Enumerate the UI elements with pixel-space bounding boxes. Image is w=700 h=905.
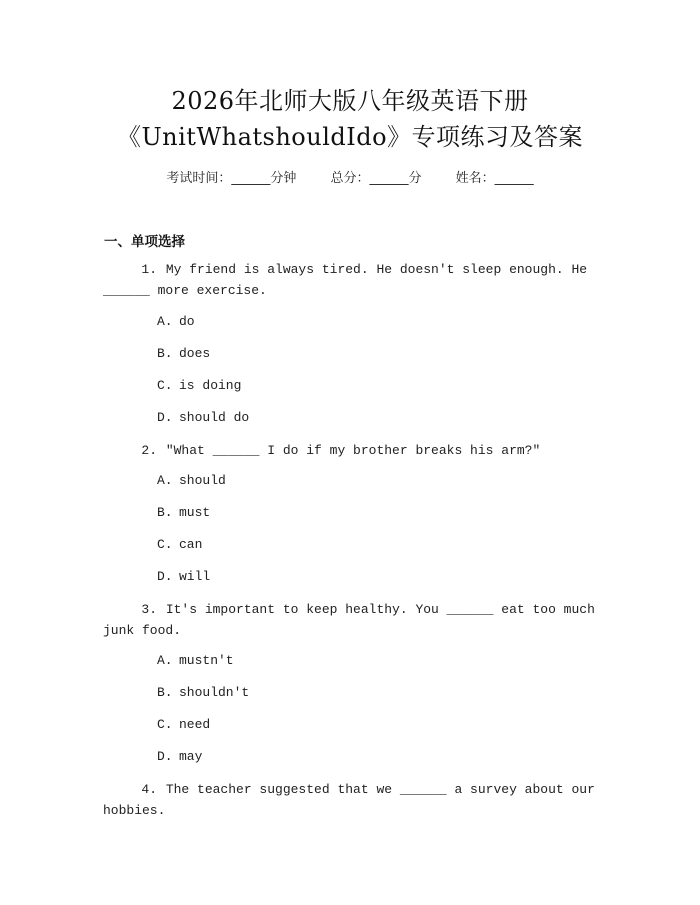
option-letter: C. xyxy=(157,537,173,552)
question-number: 1. xyxy=(141,262,157,277)
option-text: shouldn't xyxy=(179,685,250,700)
option-1d xyxy=(157,409,249,427)
option-text: should xyxy=(179,473,226,488)
option-text: may xyxy=(179,749,203,764)
option-letter: D. xyxy=(157,569,173,584)
total-score-label: 总分：______分 xyxy=(330,171,422,186)
question-1 xyxy=(103,259,603,301)
option-text: is doing xyxy=(179,378,242,393)
question-number: 3. xyxy=(141,602,157,617)
option-letter: D. xyxy=(157,410,173,425)
option-text: must xyxy=(179,505,211,520)
option-letter: B. xyxy=(157,505,173,520)
option-3b xyxy=(157,684,249,702)
question-2 xyxy=(103,440,603,461)
question-stem: The teacher suggested that we ______ a survey about our hobbies. xyxy=(103,782,595,818)
question-3 xyxy=(103,599,603,641)
option-letter: A. xyxy=(157,653,173,668)
question-stem: It's important to keep healthy. You ______ eat too much junk food. xyxy=(103,602,595,638)
option-1a xyxy=(157,313,195,331)
option-3a xyxy=(157,652,234,670)
option-text: will xyxy=(179,569,211,584)
option-letter: A. xyxy=(157,473,173,488)
question-stem: My friend is always tired. He doesn't sleep enough. He ______ more exercise. xyxy=(103,262,588,298)
option-3c xyxy=(157,716,210,734)
section-title: 一、单项选择 xyxy=(104,234,185,250)
option-letter: A. xyxy=(157,314,173,329)
option-2d xyxy=(157,568,210,586)
option-letter: C. xyxy=(157,378,173,393)
option-text: can xyxy=(179,537,203,552)
option-1b xyxy=(157,345,210,363)
exam-time-label: 考试时间：______分钟 xyxy=(166,171,297,186)
option-2a xyxy=(157,472,226,490)
option-letter: C. xyxy=(157,717,173,732)
question-number: 4. xyxy=(141,782,157,797)
option-text: should do xyxy=(179,410,250,425)
option-letter: B. xyxy=(157,685,173,700)
option-text: does xyxy=(179,346,211,361)
option-text: do xyxy=(179,314,195,329)
question-stem: "What ______ I do if my brother breaks his arm?" xyxy=(165,443,541,458)
question-number: 2. xyxy=(141,443,157,458)
option-text: need xyxy=(179,717,211,732)
option-letter: B. xyxy=(157,346,173,361)
student-name-label: 姓名：______ xyxy=(455,171,534,186)
option-text: mustn't xyxy=(179,653,234,668)
exam-meta xyxy=(0,167,700,186)
option-3d xyxy=(157,748,202,766)
option-letter: D. xyxy=(157,749,173,764)
document-title-line1: 2026年北师大版八年级英语下册 xyxy=(171,87,529,115)
option-1c xyxy=(157,377,241,395)
document-title-line2: 《UnitWhatshouldIdo》专项练习及答案 xyxy=(116,123,584,151)
option-2c xyxy=(157,536,202,554)
option-2b xyxy=(157,504,210,522)
question-4 xyxy=(103,779,603,821)
